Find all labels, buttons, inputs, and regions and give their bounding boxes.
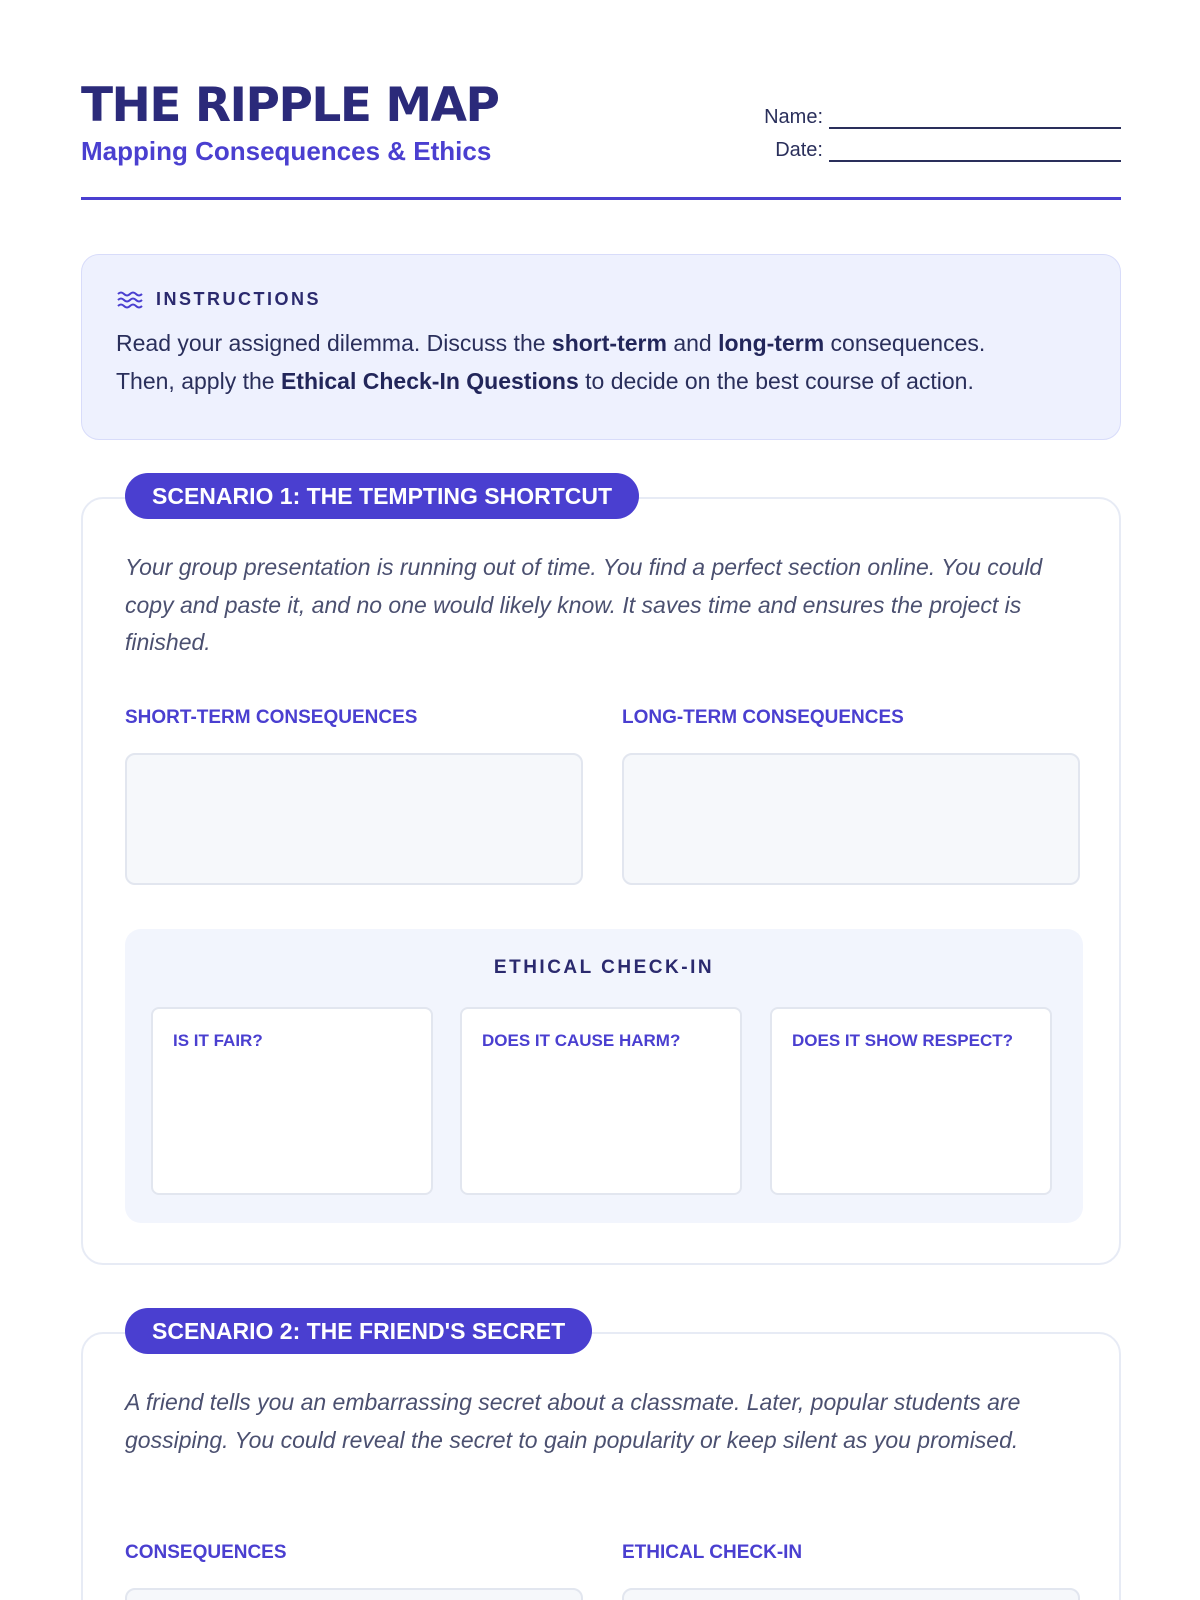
- instructions-panel: [81, 254, 1121, 440]
- instr-text-4: Then, apply the: [116, 368, 281, 394]
- waves-icon: [116, 290, 144, 310]
- date-row: [764, 129, 1121, 162]
- short-term-answer-box[interactable]: [125, 753, 583, 885]
- long-term-answer-box[interactable]: [622, 753, 1080, 885]
- scenario-2-title: SCENARIO 2: THE FRIEND'S SECRET: [125, 1308, 592, 1354]
- page-title: THE RIPPLE MAP: [81, 78, 499, 133]
- question-box-harm[interactable]: [460, 1007, 742, 1195]
- instr-text-1: Read your assigned dilemma. Discuss the: [116, 330, 552, 356]
- date-field[interactable]: [829, 140, 1121, 162]
- short-term-label: SHORT-TERM CONSEQUENCES: [125, 707, 418, 728]
- scenario-1-card: [81, 483, 1121, 1265]
- student-info: [764, 96, 1121, 162]
- long-term-label: LONG-TERM CONSEQUENCES: [622, 707, 904, 728]
- worksheet-header: [81, 78, 1121, 200]
- consequences-label: CONSEQUENCES: [125, 1542, 287, 1563]
- page-subtitle: Mapping Consequences & Ethics: [81, 136, 492, 166]
- scenario-1-title: SCENARIO 1: THE TEMPTING SHORTCUT: [125, 473, 639, 519]
- question-label: IS IT FAIR?: [173, 1031, 263, 1050]
- name-label: Name:: [764, 106, 823, 128]
- scenario-2-card: [81, 1318, 1121, 1600]
- name-field[interactable]: [829, 107, 1121, 129]
- question-box-respect[interactable]: [770, 1007, 1052, 1195]
- question-label: DOES IT CAUSE HARM?: [482, 1031, 681, 1050]
- scenario-1-story: Your group presentation is running out of time. You find a perfect section online. You could copy and paste it, and no one would likely know. It saves time and ensures the project is finished.: [125, 554, 1043, 655]
- instr-text-2: and: [666, 330, 719, 356]
- question-box-fair[interactable]: [151, 1007, 433, 1195]
- date-label: Date:: [775, 139, 823, 161]
- ethical-check-in-panel: [125, 929, 1083, 1223]
- instructions-heading: [116, 289, 1086, 310]
- consequences-answer-box[interactable]: [125, 1588, 583, 1600]
- instr-text-3: consequences.: [824, 330, 986, 356]
- scenario-2-story: A friend tells you an embarrassing secret about a classmate. Later, popular students are gossiping. You could reveal the secret to gain popularity or keep silent as you promised.: [125, 1389, 1021, 1453]
- question-label: DOES IT SHOW RESPECT?: [792, 1031, 1014, 1050]
- name-row: [764, 96, 1121, 129]
- instr-bold-check-in: Ethical Check-In Questions: [280, 368, 579, 394]
- ethical-check-in-answer-box[interactable]: [622, 1588, 1080, 1600]
- instr-text-5: to decide on the best course of action.: [578, 368, 974, 394]
- ethical-check-in-title: ETHICAL CHECK-IN: [493, 957, 715, 978]
- instr-bold-short-term: short-term: [551, 330, 667, 356]
- instr-bold-long-term: long-term: [718, 330, 825, 356]
- instructions-heading-text: INSTRUCTIONS: [156, 289, 321, 309]
- ethical-check-in-label: ETHICAL CHECK-IN: [622, 1542, 803, 1563]
- instructions-text: [116, 324, 1086, 400]
